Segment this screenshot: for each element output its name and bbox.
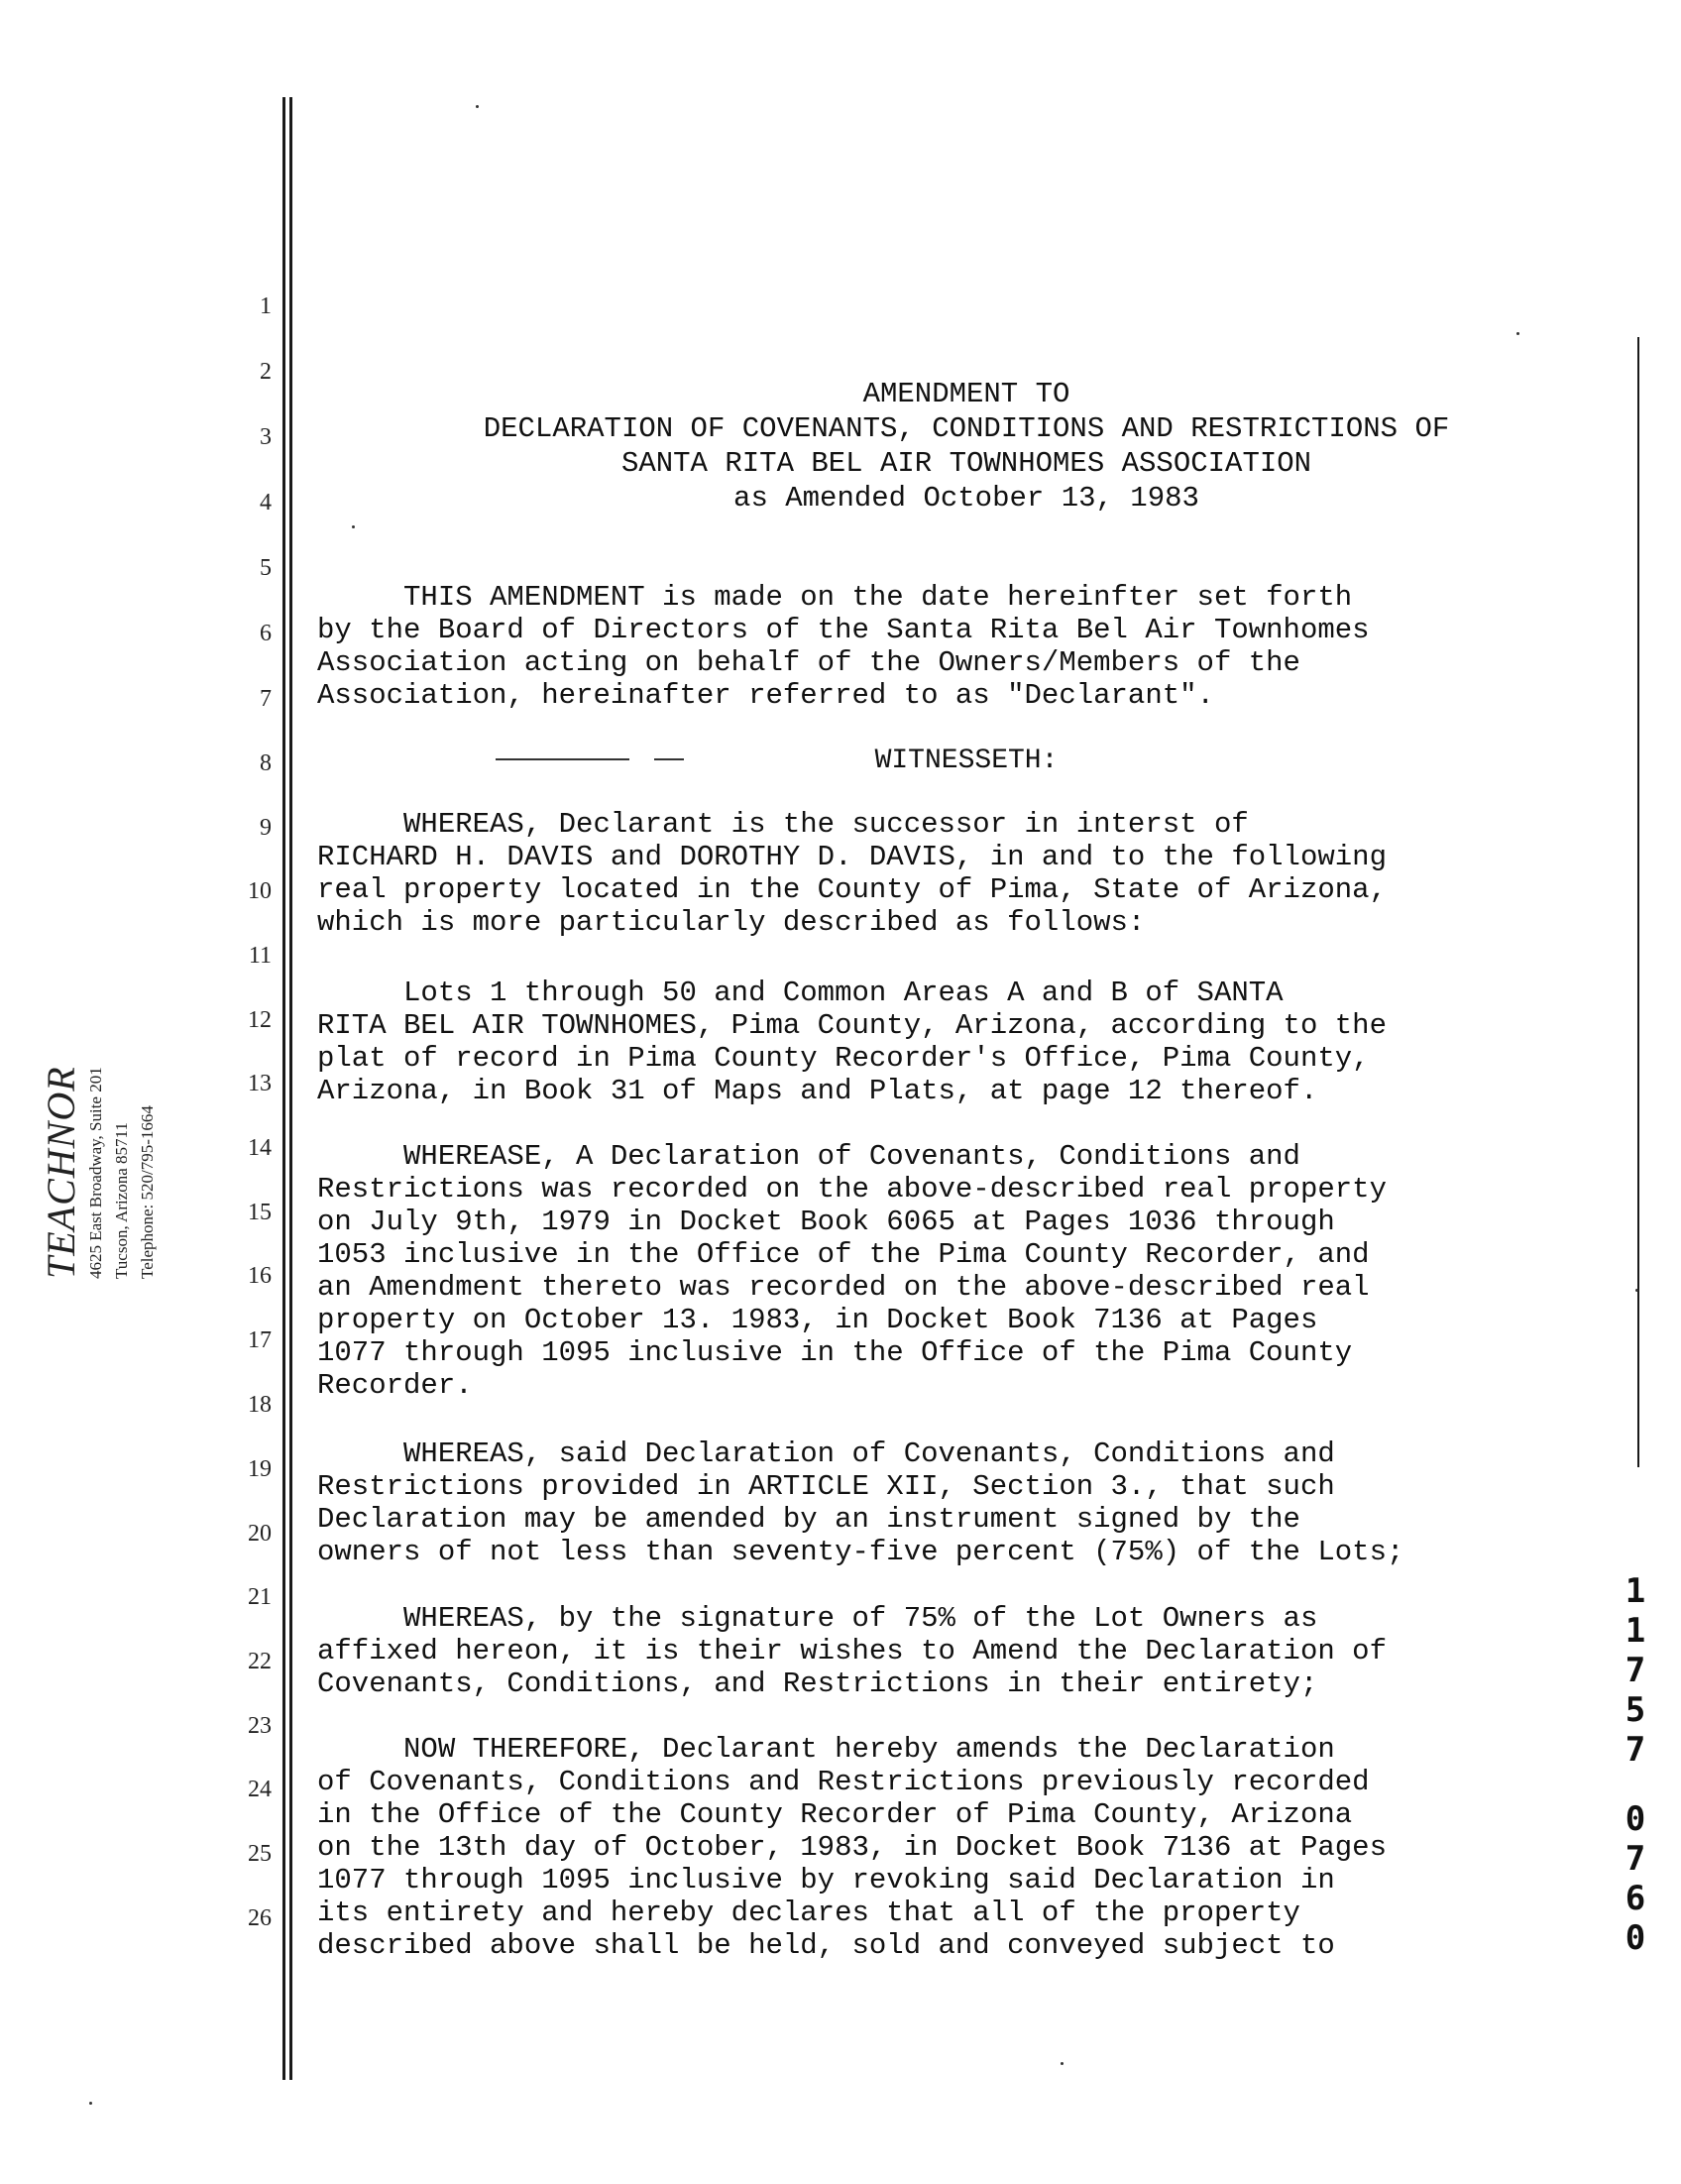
recorder-digit: 1: [1625, 1611, 1646, 1651]
line-number: 8: [260, 750, 272, 776]
recorder-number: [1618, 1571, 1653, 1958]
line-number: 4: [260, 490, 272, 516]
paragraph-property-description: [317, 977, 1387, 1107]
text-line: described above shall be held, sold and conveyed subject to: [317, 1929, 1335, 1962]
recorder-gap: [1618, 1770, 1653, 1799]
paragraph-whereas-1: [317, 808, 1387, 939]
title-line: as Amended October 13, 1983: [733, 482, 1199, 515]
witnesseth-heading: WITNESSETH:: [874, 746, 1059, 776]
recorder-digit: 0: [1625, 1918, 1646, 1958]
recorder-digit: 7: [1625, 1730, 1646, 1770]
scan-speck: [476, 105, 479, 108]
text-line: Lots 1 through 50 and Common Areas A and B of SANTA: [317, 977, 1284, 1009]
scan-speck: [89, 2102, 92, 2105]
text-line: on July 9th, 1979 in Docket Book 6065 at Pages 1036 through: [317, 1206, 1335, 1238]
line-number: 18: [248, 1392, 272, 1418]
text-line: by the Board of Directors of the Santa Rita Bel Air Townhomes: [317, 614, 1370, 646]
text-line: on the 13th day of October, 1983, in Docket Book 7136 at Pages: [317, 1831, 1387, 1864]
line-number: 25: [248, 1841, 272, 1867]
margin-rule: [282, 97, 285, 2080]
line-number: 20: [248, 1521, 272, 1547]
paragraph-now-therefore: [317, 1733, 1387, 1962]
text-line: NOW THEREFORE, Declarant hereby amends the Declaration: [317, 1733, 1335, 1766]
document-title: [297, 377, 1635, 516]
line-number: 26: [248, 1905, 272, 1931]
text-line: Arizona, in Book 31 of Maps and Plats, at page 12 thereof.: [317, 1075, 1318, 1107]
text-line: WHEREASE, A Declaration of Covenants, Conditions and: [317, 1140, 1300, 1173]
line-number: 2: [260, 359, 272, 385]
paragraph-whereas-3: [317, 1437, 1403, 1568]
recorder-digit: 7: [1625, 1651, 1646, 1690]
text-line: Association acting on behalf of the Owners/Members of the: [317, 646, 1300, 679]
text-line: WHEREAS, Declarant is the successor in interst of: [317, 808, 1249, 841]
text-line: its entirety and hereby declares that all of the property: [317, 1897, 1300, 1929]
text-line: WHEREAS, said Declaration of Covenants, Conditions and: [317, 1437, 1335, 1470]
line-number: 22: [248, 1649, 272, 1674]
text-line: 1053 inclusive in the Office of the Pima County Recorder, and: [317, 1238, 1370, 1271]
recorder-digit: 1: [1625, 1571, 1646, 1611]
text-line: of Covenants, Conditions and Restrictions previously recorded: [317, 1766, 1370, 1798]
text-line: an Amendment thereto was recorded on the above-described real: [317, 1271, 1370, 1304]
text-line: real property located in the County of Pima, State of Arizona,: [317, 873, 1387, 906]
scan-speck: [1516, 332, 1519, 335]
recorder-digit: 6: [1625, 1879, 1646, 1918]
recorder-digit: 7: [1625, 1839, 1646, 1879]
paragraph-whereas-2: [317, 1140, 1387, 1402]
text-line: which is more particularly described as follows:: [317, 906, 1146, 939]
text-line: RITA BEL AIR TOWNHOMES, Pima County, Arizona, according to the: [317, 1009, 1387, 1042]
line-number: 14: [248, 1135, 272, 1161]
line-number: 7: [260, 686, 272, 712]
scan-speck: [1635, 1289, 1638, 1292]
line-number: 24: [248, 1777, 272, 1802]
title-line: DECLARATION OF COVENANTS, CONDITIONS AND RESTRICTIONS OF: [483, 412, 1450, 445]
firm-imprint: [40, 823, 238, 1279]
line-number: 10: [248, 878, 272, 904]
text-line: in the Office of the County Recorder of Pima County, Arizona: [317, 1798, 1353, 1831]
line-number: 15: [248, 1200, 272, 1225]
text-line: RICHARD H. DAVIS and DOROTHY D. DAVIS, in and to the following: [317, 841, 1387, 873]
line-number: 6: [260, 621, 272, 646]
text-line: affixed hereon, it is their wishes to Amend the Declaration of: [317, 1635, 1387, 1667]
text-line: Declaration may be amended by an instrument signed by the: [317, 1503, 1300, 1536]
text-line: Restrictions provided in ARTICLE XII, Section 3., that such: [317, 1470, 1335, 1503]
firm-phone: Telephone: 520/795-1664: [138, 1105, 157, 1279]
line-number: 19: [248, 1456, 272, 1482]
line-number: 1: [260, 293, 272, 319]
line-number: 23: [248, 1713, 272, 1739]
text-line: WHEREAS, by the signature of 75% of the Lot Owners as: [317, 1602, 1318, 1635]
text-line: THIS AMENDMENT is made on the date hereinfter set forth: [317, 581, 1353, 614]
line-number: 3: [260, 424, 272, 450]
line-number: 13: [248, 1071, 272, 1096]
firm-name: TEACHNOR: [39, 1066, 83, 1279]
recorder-digit: 0: [1625, 1799, 1646, 1839]
line-number: 11: [248, 943, 272, 969]
margin-rule-right: [1637, 337, 1639, 1467]
line-number: 16: [248, 1263, 272, 1289]
text-line: Recorder.: [317, 1369, 473, 1402]
firm-city: Tucson, Arizona 85711: [112, 1122, 131, 1279]
text-line: property on October 13. 1983, in Docket Book 7136 at Pages: [317, 1304, 1318, 1336]
line-number: 9: [260, 815, 272, 841]
paragraph-whereas-4: [317, 1602, 1387, 1700]
text-line: Association, hereinafter referred to as "Declarant".: [317, 679, 1214, 712]
text-line: 1077 through 1095 inclusive in the Office of the Pima County: [317, 1336, 1353, 1369]
title-line: SANTA RITA BEL AIR TOWNHOMES ASSOCIATION: [620, 447, 1312, 480]
title-line: AMENDMENT TO: [862, 378, 1070, 410]
line-number: 17: [248, 1327, 272, 1353]
text-line: 1077 through 1095 inclusive by revoking said Declaration in: [317, 1864, 1335, 1897]
scan-speck: [352, 525, 355, 528]
line-number: 5: [260, 555, 272, 581]
scan-speck: [1061, 2062, 1064, 2065]
line-number: 12: [248, 1007, 272, 1033]
text-line: Covenants, Conditions, and Restrictions in their entirety;: [317, 1667, 1318, 1700]
margin-rule: [289, 97, 292, 2080]
text-line: Restrictions was recorded on the above-described real property: [317, 1173, 1387, 1206]
line-number: 21: [248, 1584, 272, 1610]
recorder-digit: 5: [1625, 1690, 1646, 1730]
text-line: owners of not less than seventy-five percent (75%) of the Lots;: [317, 1536, 1404, 1568]
text-line: plat of record in Pima County Recorder's Office, Pima County,: [317, 1042, 1370, 1075]
paragraph-intro: [317, 581, 1370, 712]
firm-address: 4625 East Broadway, Suite 201: [86, 1067, 105, 1279]
